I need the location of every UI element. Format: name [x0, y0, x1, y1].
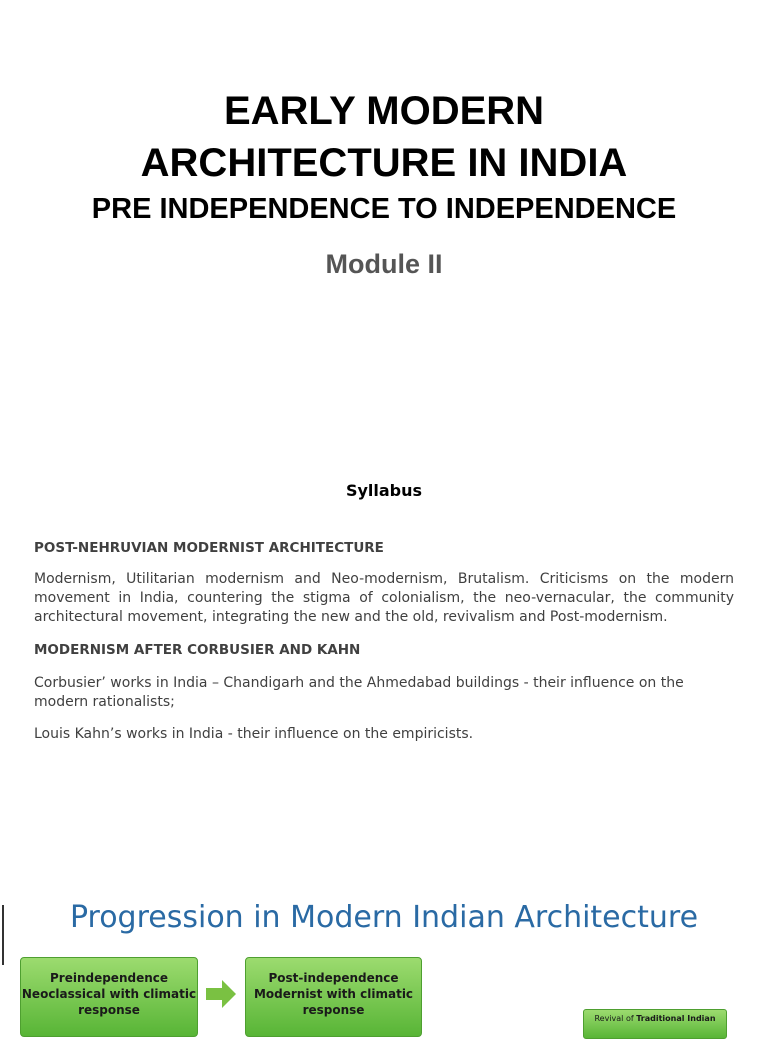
stage-box-preindependence: [20, 957, 198, 1037]
box1-line1: Preindependence: [49, 971, 169, 985]
title-line-2: ARCHITECTURE IN INDIA: [140, 141, 628, 185]
section-paragraph-3: Louis Kahn’s works in India - their influence on the empiricists.: [34, 726, 474, 742]
box2-line1: Post-independence: [268, 971, 399, 985]
section-paragraph-1: Modernism, Utilitarian modernism and Neo-modernism, Brutalism. Criticisms on the modern movement in India, countering the stigma of colonialism, the neo-vernacular, the community architectural movement, integrating the new and the old, revivalism and Post-modernism.: [34, 571, 734, 625]
subtitle: PRE INDEPENDENCE TO INDEPENDENCE: [91, 193, 677, 225]
box1-line2: Neoclassical with climatic: [21, 987, 197, 1001]
module-label: Module II: [325, 249, 443, 279]
arrow-right-icon: [206, 980, 236, 1008]
stage-box-post-independence: [245, 957, 422, 1037]
syllabus-slide: [0, 470, 768, 870]
box2-line2: Modernist with climatic: [253, 987, 414, 1001]
section-paragraph-2: Corbusier’ works in India – Chandigarh and the Ahmedabad buildings - their influence on the modern rationalists;: [34, 675, 684, 710]
title-line-1: EARLY MODERN: [223, 89, 545, 133]
box3-prefix: Revival of: [594, 1014, 637, 1023]
box3-bold: Traditional Indian: [636, 1014, 716, 1023]
section-heading-1: POST-NEHRUVIAN MODERNIST ARCHITECTURE: [34, 540, 384, 556]
syllabus-title: Syllabus: [345, 481, 423, 500]
stage-box-revival: [583, 1009, 727, 1039]
progression-title: Progression in Modern Indian Architecture: [69, 900, 699, 935]
progression-slide: [0, 870, 768, 1024]
box1-line3: response: [78, 1003, 140, 1017]
title-slide: [0, 0, 768, 470]
box2-line3: response: [302, 1003, 365, 1017]
section-heading-2: MODERNISM AFTER CORBUSIER AND KAHN: [34, 642, 361, 658]
